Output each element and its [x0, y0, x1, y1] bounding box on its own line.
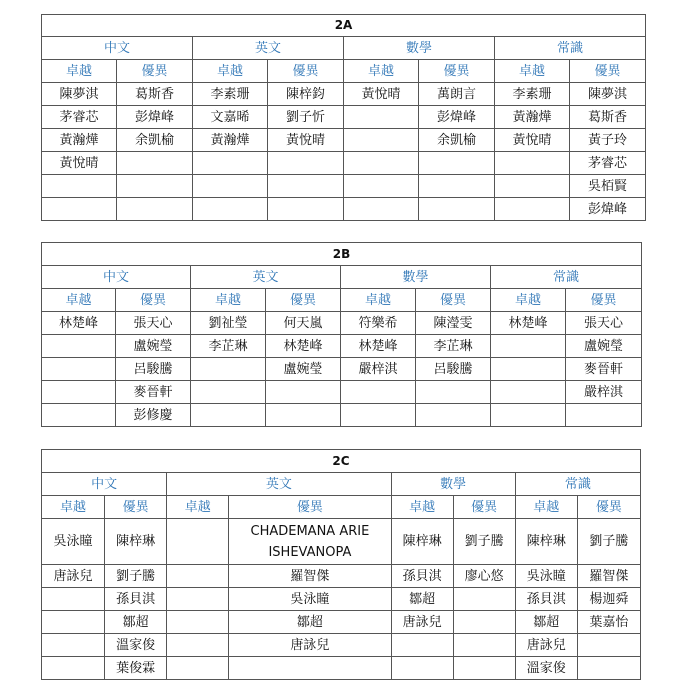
student-name-cell: 黃悅晴 [344, 83, 419, 106]
student-name-cell [167, 519, 229, 565]
table-row [42, 175, 646, 198]
student-name-cell: 鄒超 [391, 588, 453, 611]
subject-header: 常識 [495, 37, 646, 60]
student-name-cell [344, 106, 419, 129]
student-name-cell [344, 129, 419, 152]
student-name-cell: 嚴梓淇 [566, 381, 642, 404]
level-header: 優異 [453, 496, 515, 519]
level-header: 卓越 [344, 60, 419, 83]
student-name-cell [191, 358, 266, 381]
student-name-cell: 林楚峰 [266, 335, 341, 358]
student-name-cell [191, 381, 266, 404]
table-row [42, 129, 646, 152]
student-name-cell [193, 198, 268, 221]
student-name-cell [419, 152, 495, 175]
student-name-cell [229, 657, 391, 680]
subject-header: 中文 [42, 473, 167, 496]
student-name-cell: 陳瀅雯 [416, 312, 491, 335]
student-name-cell: 李芷琳 [416, 335, 491, 358]
student-name-cell [491, 358, 566, 381]
table-row [42, 519, 641, 565]
student-name-cell [453, 657, 515, 680]
student-name-cell [495, 175, 570, 198]
student-name-cell: 林楚峰 [341, 335, 416, 358]
student-name-cell [117, 198, 193, 221]
student-name-cell: 林楚峰 [42, 312, 116, 335]
student-name-cell [453, 588, 515, 611]
student-name-cell: 葛斯香 [570, 106, 646, 129]
student-name-cell [42, 588, 105, 611]
student-name-cell [566, 404, 642, 427]
student-name-cell [391, 634, 453, 657]
student-name-cell: 黃悅晴 [42, 152, 117, 175]
student-name-cell [167, 611, 229, 634]
student-name-cell [344, 175, 419, 198]
student-name-cell: 黃瀚燁 [42, 129, 117, 152]
student-name-cell: 彭修慶 [116, 404, 191, 427]
student-name-cell [341, 404, 416, 427]
subject-header: 英文 [167, 473, 391, 496]
student-name-cell: 唐詠兒 [515, 634, 577, 657]
student-name-cell: 唐詠兒 [229, 634, 391, 657]
student-name-cell [453, 634, 515, 657]
student-name-cell [491, 381, 566, 404]
table-row [42, 335, 642, 358]
student-name-cell: 陳梓琳 [105, 519, 167, 565]
level-header: 卓越 [191, 289, 266, 312]
table-row [42, 152, 646, 175]
student-name-cell: 符樂希 [341, 312, 416, 335]
student-name-cell [419, 175, 495, 198]
student-name-cell [167, 657, 229, 680]
student-name-cell: 文嘉晞 [193, 106, 268, 129]
student-name-cell: 鄒超 [229, 611, 391, 634]
student-name-cell: 鄒超 [515, 611, 577, 634]
level-header: 優異 [116, 289, 191, 312]
level-header: 優異 [105, 496, 167, 519]
student-name-cell [193, 152, 268, 175]
student-name-cell: 萬朗言 [419, 83, 495, 106]
student-name-cell: 嚴梓淇 [341, 358, 416, 381]
student-name-cell: 黃瀚燁 [193, 129, 268, 152]
student-name-cell: 羅智傑 [229, 565, 391, 588]
student-name-cell [577, 634, 640, 657]
table-row [42, 381, 642, 404]
student-name-cell [495, 152, 570, 175]
student-name-cell [42, 634, 105, 657]
table-row [42, 358, 642, 381]
level-header: 優異 [570, 60, 646, 83]
student-name-cell: 劉子騰 [105, 565, 167, 588]
student-name-cell [491, 335, 566, 358]
level-header: 優異 [419, 60, 495, 83]
student-name-cell: 李素珊 [193, 83, 268, 106]
level-header: 卓越 [167, 496, 229, 519]
student-name-cell [42, 335, 116, 358]
table-row [42, 83, 646, 106]
student-name-cell: 孫貝淇 [391, 565, 453, 588]
table-row [42, 588, 641, 611]
student-name-cell [391, 657, 453, 680]
level-header: 優異 [416, 289, 491, 312]
student-name-cell [167, 565, 229, 588]
level-header: 卓越 [193, 60, 268, 83]
class-title: 2C [42, 450, 641, 473]
class-title: 2B [42, 243, 642, 266]
student-name-cell: 茅睿芯 [42, 106, 117, 129]
student-name-cell [416, 404, 491, 427]
subject-header: 數學 [341, 266, 491, 289]
subject-header: 英文 [193, 37, 344, 60]
subject-header: 數學 [344, 37, 495, 60]
student-name-cell: 麥晉軒 [566, 358, 642, 381]
level-header: 優異 [117, 60, 193, 83]
level-header: 卓越 [42, 289, 116, 312]
student-name-cell: 羅智傑 [577, 565, 640, 588]
level-header: 卓越 [391, 496, 453, 519]
student-name-cell: 彭煒峰 [419, 106, 495, 129]
level-header: 卓越 [42, 496, 105, 519]
student-name-cell: 陳夢淇 [570, 83, 646, 106]
student-name-cell: 黃子玲 [570, 129, 646, 152]
student-name-cell: 盧婉瑩 [116, 335, 191, 358]
student-name-cell [266, 381, 341, 404]
student-name-cell: 黃悅晴 [495, 129, 570, 152]
student-name-cell: 陳梓琳 [515, 519, 577, 565]
level-header: 優異 [577, 496, 640, 519]
level-header: 卓越 [341, 289, 416, 312]
student-name-cell [117, 152, 193, 175]
level-header: 卓越 [515, 496, 577, 519]
student-name-cell [344, 198, 419, 221]
student-name-cell [416, 381, 491, 404]
student-name-cell: CHADEMANA ARIE ISHEVANOPA [229, 519, 391, 565]
student-name-cell: 唐詠兒 [42, 565, 105, 588]
student-name-cell: 呂駿騰 [116, 358, 191, 381]
table-row [42, 198, 646, 221]
student-name-cell: 葉俊霖 [105, 657, 167, 680]
student-name-cell: 呂駿騰 [416, 358, 491, 381]
student-name-cell: 廖心悠 [453, 565, 515, 588]
subject-header: 常識 [491, 266, 642, 289]
subject-header: 中文 [42, 266, 191, 289]
student-name-cell: 劉子忻 [268, 106, 344, 129]
student-name-cell: 劉子騰 [453, 519, 515, 565]
student-name-cell: 劉祉瑩 [191, 312, 266, 335]
student-name-cell [42, 404, 116, 427]
student-name-cell [491, 404, 566, 427]
student-name-cell: 陳梓琳 [391, 519, 453, 565]
student-name-cell: 孫貝淇 [105, 588, 167, 611]
subject-header: 常識 [515, 473, 640, 496]
student-name-cell: 彭煒峰 [117, 106, 193, 129]
student-name-cell: 吳泳瞳 [229, 588, 391, 611]
student-name-cell: 鄒超 [105, 611, 167, 634]
student-name-cell: 余凱榆 [419, 129, 495, 152]
student-name-cell: 陳夢淇 [42, 83, 117, 106]
class-2b-table [41, 242, 642, 427]
table-row [42, 634, 641, 657]
student-name-cell [266, 404, 341, 427]
level-header: 優異 [566, 289, 642, 312]
student-name-cell: 孫貝淇 [515, 588, 577, 611]
table-row [42, 657, 641, 680]
student-name-cell: 余凱榆 [117, 129, 193, 152]
student-name-cell [42, 611, 105, 634]
student-name-cell [268, 198, 344, 221]
student-name-cell: 葉嘉怡 [577, 611, 640, 634]
student-name-cell [42, 381, 116, 404]
student-name-cell: 何天嵐 [266, 312, 341, 335]
level-header: 卓越 [42, 60, 117, 83]
student-name-cell [117, 175, 193, 198]
student-name-cell: 唐詠兒 [391, 611, 453, 634]
student-name-cell: 劉子騰 [577, 519, 640, 565]
table-row [42, 565, 641, 588]
student-name-cell: 吳泳瞳 [515, 565, 577, 588]
subject-header: 中文 [42, 37, 193, 60]
class-2a-table [41, 14, 646, 221]
level-header: 卓越 [491, 289, 566, 312]
student-name-cell [341, 381, 416, 404]
student-name-cell [344, 152, 419, 175]
student-name-cell: 吳泳瞳 [42, 519, 105, 565]
student-name-cell [42, 358, 116, 381]
student-name-cell: 李素珊 [495, 83, 570, 106]
student-name-cell [268, 152, 344, 175]
student-name-cell: 陳梓鈞 [268, 83, 344, 106]
student-name-cell [268, 175, 344, 198]
student-name-cell: 林楚峰 [491, 312, 566, 335]
student-name-cell [193, 175, 268, 198]
student-name-cell [453, 611, 515, 634]
student-name-cell: 張天心 [566, 312, 642, 335]
student-name-cell: 楊迦舜 [577, 588, 640, 611]
subject-header: 英文 [191, 266, 341, 289]
level-header: 卓越 [495, 60, 570, 83]
student-name-cell [419, 198, 495, 221]
student-name-cell: 溫家俊 [105, 634, 167, 657]
student-name-cell: 張天心 [116, 312, 191, 335]
level-header: 優異 [266, 289, 341, 312]
student-name-cell: 盧婉瑩 [266, 358, 341, 381]
class-title: 2A [42, 15, 646, 37]
table-row [42, 312, 642, 335]
class-2c-table [41, 449, 641, 680]
student-name-cell: 吳栢賢 [570, 175, 646, 198]
level-header: 優異 [229, 496, 391, 519]
student-name-cell: 葛斯香 [117, 83, 193, 106]
table-row [42, 106, 646, 129]
student-name-cell [42, 657, 105, 680]
student-name-cell: 彭煒峰 [570, 198, 646, 221]
student-name-cell [191, 404, 266, 427]
subject-header: 數學 [391, 473, 515, 496]
student-name-cell: 麥晉軒 [116, 381, 191, 404]
student-name-cell: 李芷琳 [191, 335, 266, 358]
student-name-cell [42, 175, 117, 198]
student-name-cell [577, 657, 640, 680]
table-row [42, 404, 642, 427]
level-header: 優異 [268, 60, 344, 83]
student-name-cell [167, 588, 229, 611]
student-name-cell: 盧婉瑩 [566, 335, 642, 358]
student-name-cell [42, 198, 117, 221]
student-name-cell: 溫家俊 [515, 657, 577, 680]
student-name-cell [495, 198, 570, 221]
student-name-cell [167, 634, 229, 657]
student-name-cell: 黃瀚燁 [495, 106, 570, 129]
table-row [42, 611, 641, 634]
student-name-cell: 茅睿芯 [570, 152, 646, 175]
student-name-cell: 黃悅晴 [268, 129, 344, 152]
